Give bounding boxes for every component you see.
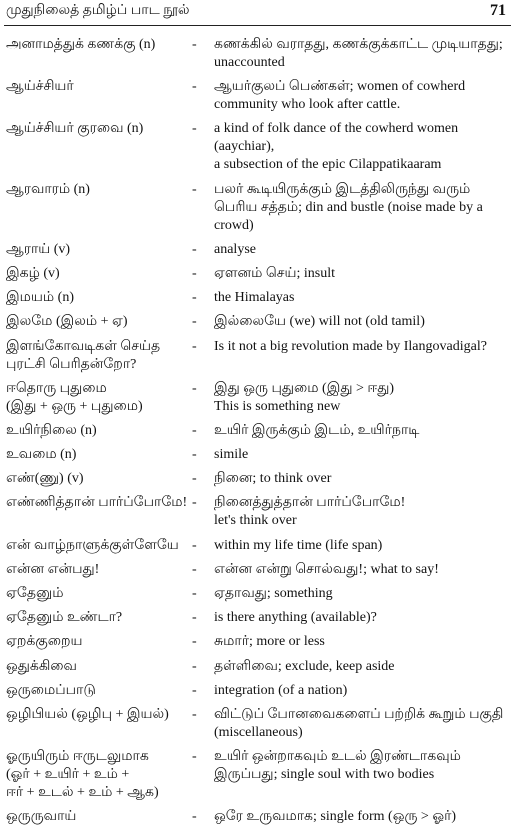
glossary-entry — [0, 78, 515, 114]
entry-dash: - — [192, 181, 197, 197]
entry-dash: - — [192, 634, 197, 650]
entry-dash: - — [192, 314, 197, 330]
entry-definition: ஏதாவது; something — [214, 586, 333, 601]
entry-definition: simile — [214, 447, 249, 463]
glossary-entry — [0, 446, 515, 464]
entry-term: ஒருமைப்பாடு — [6, 682, 96, 698]
entry-definition: பலர் கூடியிருக்கும் இடத்திலிருந்து வரும் பெரிய சத்தம்; din and bustle (noise made by a crowd) — [214, 181, 483, 233]
glossary-list — [0, 36, 515, 833]
entry-dash: - — [192, 447, 197, 463]
entry-dash: - — [192, 658, 197, 674]
entry-dash: - — [192, 290, 197, 306]
entry-term: ஏதேனும் — [6, 586, 64, 601]
entry-definition: is there anything (available)? — [214, 610, 377, 626]
entry-definition: இது ஒரு புதுமை (இது > ஈது) This is something new — [214, 380, 395, 414]
entry-definition: ஏளனம் செய்; insult — [214, 265, 336, 281]
glossary-entry — [0, 748, 515, 802]
entry-definition: விட்டுப் போனவைகளைப் பற்றிக் கூறும் பகுதி (miscellaneous) — [214, 706, 504, 740]
entry-definition: நினைத்துத்தான் பார்ப்போமே! let's think over — [214, 495, 406, 529]
entry-term: எண்ணித்தான் பார்ப்போமே! — [6, 495, 188, 511]
entry-term: ஆய்ச்சியர் குரவை (n) — [6, 121, 144, 137]
entry-dash: - — [192, 241, 197, 257]
entry-term: இமயம் (n) — [6, 290, 74, 306]
entry-definition: உயிர் ஒன்றாகவும் உடல் இரண்டாகவும் இருப்பது; single soul with two bodies — [214, 749, 461, 783]
entry-definition: integration (of a nation) — [214, 682, 348, 698]
glossary-entry — [0, 181, 515, 235]
entry-definition: நினை; to think over — [214, 471, 332, 487]
entry-term: ஓருயிரும் ஈருடலுமாக (ஓர் + உயிர் + உம் + ஈர் + உடல் + உம் + ஆக) — [6, 749, 159, 801]
entry-dash: - — [192, 682, 197, 698]
entry-term: ஒருருவாய் — [6, 809, 77, 825]
entry-dash: - — [192, 610, 197, 626]
entry-dash: - — [192, 265, 197, 281]
glossary-entry — [0, 36, 515, 72]
header-rule — [4, 25, 511, 26]
entry-term: ஒதுக்கிவை — [6, 658, 77, 674]
glossary-entry — [0, 470, 515, 488]
entry-definition: a kind of folk dance of the cowherd women (aaychiar), a subsection of the epic Cilappatikaaram — [214, 121, 459, 173]
entry-dash: - — [192, 809, 197, 825]
page-header — [0, 0, 515, 26]
entry-dash: - — [192, 338, 197, 354]
glossary-entry — [0, 313, 515, 331]
entry-definition: கணக்கில் வராதது, கணக்குக்காட்ட முடியாதது; unaccounted — [214, 37, 503, 70]
glossary-entry — [0, 494, 515, 530]
entry-term: இகழ் (v) — [6, 265, 60, 281]
entry-definition: இல்லையே (we) will not (old tamil) — [214, 314, 425, 330]
entry-definition: தள்ளிவை; exclude, keep aside — [214, 658, 395, 674]
entry-dash: - — [192, 749, 197, 765]
entry-dash: - — [192, 380, 197, 396]
entry-dash: - — [192, 121, 197, 137]
page-number: 71 — [490, 2, 506, 19]
entry-dash: - — [192, 537, 197, 553]
glossary-entry — [0, 422, 515, 440]
entry-definition: the Himalayas — [214, 290, 295, 306]
glossary-entry — [0, 265, 515, 283]
entry-definition: உயிர் இருக்கும் இடம், உயிர்நாடி — [214, 422, 420, 438]
entry-definition: analyse — [214, 241, 256, 257]
entry-term: எண்(ணு) (v) — [6, 471, 84, 487]
entry-term: அனாமத்துக் கணக்கு (n) — [6, 37, 156, 52]
entry-definition: என்ன என்று சொல்வது!; what to say! — [214, 561, 439, 577]
entry-term: ஏறக்குறைய — [6, 634, 83, 650]
glossary-entry — [0, 241, 515, 259]
glossary-entry — [0, 338, 515, 374]
glossary-entry — [0, 633, 515, 651]
running-title: முதுநிலைத் தமிழ்ப் பாட நூல் — [6, 3, 190, 18]
glossary-entry — [0, 289, 515, 307]
entry-dash: - — [192, 37, 197, 52]
entry-dash: - — [192, 471, 197, 487]
glossary-entry — [0, 561, 515, 579]
entry-dash: - — [192, 422, 197, 438]
entry-dash: - — [192, 706, 197, 722]
entry-term: இளங்கோவடிகள் செய்த புரட்சி பெரிதன்றோ? — [6, 338, 161, 372]
glossary-entry — [0, 682, 515, 700]
glossary-entry — [0, 537, 515, 555]
glossary-entry — [0, 609, 515, 627]
glossary-entry — [0, 585, 515, 603]
entry-dash: - — [192, 561, 197, 577]
glossary-entry — [0, 658, 515, 676]
entry-definition: Is it not a big revolution made by Ilangovadigal? — [214, 338, 487, 354]
glossary-entry — [0, 808, 515, 826]
entry-definition: within my life time (life span) — [214, 537, 383, 553]
entry-definition: ஆயர்குலப் பெண்கள்; women of cowherd community who look after cattle. — [214, 79, 466, 113]
entry-term: ஈதொரு புதுமை (இது + ஒரு + புதுமை) — [6, 380, 143, 414]
entry-term: என்ன என்பது! — [6, 561, 100, 577]
entry-definition: ஒரே உருவமாக; single form (ஒரு > ஓர்) — [214, 809, 457, 825]
entry-dash: - — [192, 79, 197, 95]
entry-term: ஆய்ச்சியர் — [6, 79, 74, 95]
entry-term: உயிர்நிலை (n) — [6, 422, 97, 438]
glossary-entry — [0, 706, 515, 742]
entry-term: இலமே (இலம் + ஏ) — [6, 314, 128, 330]
entry-term: ஏதேனும் உண்டா? — [6, 610, 123, 626]
entry-dash: - — [192, 586, 197, 601]
entry-term: ஆராய் (v) — [6, 241, 71, 257]
entry-dash: - — [192, 495, 197, 511]
entry-term: என் வாழ்நாளுக்குள்ளேயே — [6, 537, 179, 553]
glossary-entry — [0, 120, 515, 174]
entry-term: ஆரவாரம் (n) — [6, 181, 90, 197]
entry-term: ஒழிபியல் (ஒழிபு + இயல்) — [6, 706, 169, 722]
entry-definition: சுமார்; more or less — [214, 634, 325, 650]
entry-term: உவமை (n) — [6, 447, 77, 463]
glossary-entry — [0, 380, 515, 416]
